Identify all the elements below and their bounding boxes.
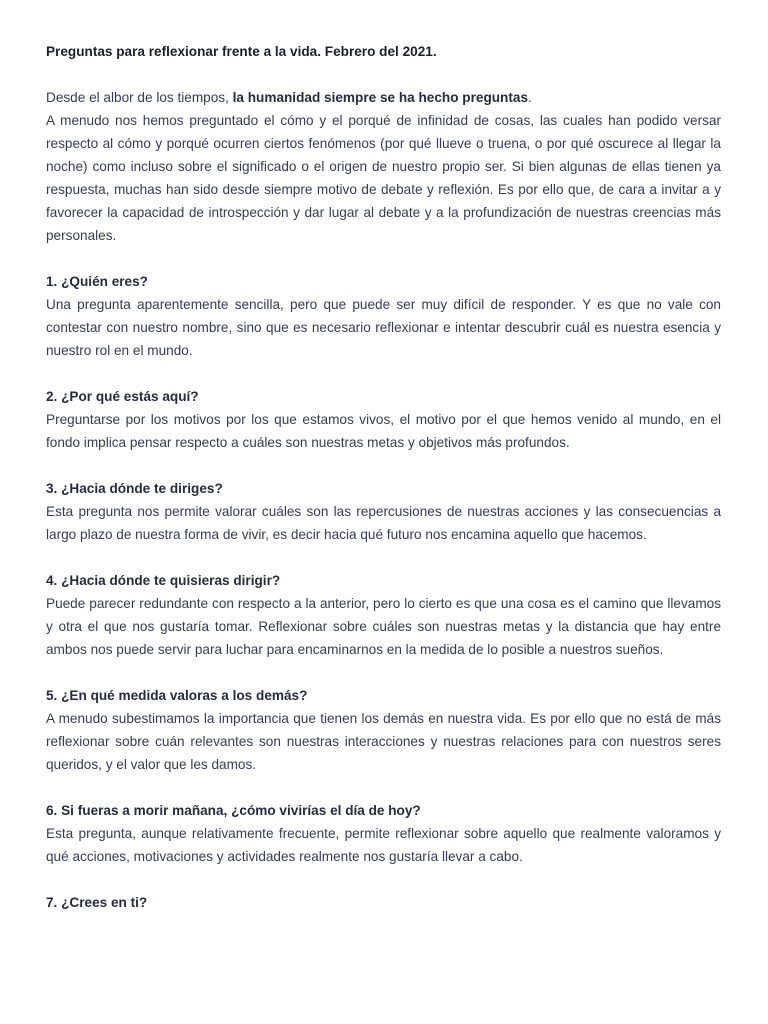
question-1 <box>46 270 721 362</box>
question-body: Una pregunta aparentemente sencilla, pero que puede ser muy difícil de responder. Y es que no vale con contestar con nuestro nombre, sino que es necesario reflexionar e intentar descubrir cuál es nuestra esencia y nuestro rol en el mundo. <box>46 297 721 358</box>
question-heading: 3. ¿Hacia dónde te diriges? <box>46 481 223 496</box>
question-6 <box>46 799 721 868</box>
document-title: Preguntas para reflexionar frente a la vida. Febrero del 2021. <box>46 44 437 59</box>
intro-lead-end: . <box>528 90 532 105</box>
intro-lead-text: Desde el albor de los tiempos, <box>46 90 233 105</box>
question-body: Puede parecer redundante con respecto a la anterior, pero lo cierto es que una cosa es el camino que llevamos y otra el que nos gustaría tomar. Reflexionar sobre cuáles son nuestras metas y la distancia que hay entre ambos nos puede servir para luchar para encaminarnos en la medida de lo posible a nuestros sueños. <box>46 596 721 657</box>
question-body: Esta pregunta nos permite valorar cuáles son las repercusiones de nuestras acciones y las consecuencias a largo plazo de nuestra forma de vivir, es decir hacia qué futuro nos encamina aquello que hacemos. <box>46 504 721 542</box>
question-heading: 4. ¿Hacia dónde te quisieras dirigir? <box>46 573 281 588</box>
question-body: A menudo subestimamos la importancia que tienen los demás en nuestra vida. Es por ello que no está de más reflexionar sobre cuán relevantes son nuestras interacciones y nuestras relaciones para con nuestros seres queridos, y el valor que les damos. <box>46 711 721 772</box>
question-4 <box>46 569 721 661</box>
intro-lead-bold: la humanidad siempre se ha hecho preguntas <box>232 90 529 105</box>
question-heading: 7. ¿Crees en ti? <box>46 895 148 910</box>
question-heading: 1. ¿Quién eres? <box>46 274 148 289</box>
question-body: Preguntarse por los motivos por los que estamos vivos, el motivo por el que hemos venido al mundo, en el fondo implica pensar respecto a cuáles son nuestras metas y objetivos más profundos. <box>46 412 721 450</box>
question-5 <box>46 684 721 776</box>
question-2 <box>46 385 721 454</box>
intro-body: A menudo nos hemos preguntado el cómo y el porqué de infinidad de cosas, las cuales han podido versar respecto al cómo y porqué ocurren ciertos fenómenos (por qué llueve o truena, o por qué oscurece al llegar la noche) como incluso sobre el significado o el origen de nuestro propio ser. Si bien algunas de ellas tienen ya respuesta, muchas han sido desde siempre motivo de debate y reflexión. Es por ello que, de cara a invitar a y favorecer la capacidad de introspección y dar lugar al debate y a la profundización de nuestras creencias más personales. <box>46 113 721 243</box>
intro-paragraph <box>46 86 721 247</box>
question-body: Esta pregunta, aunque relativamente frecuente, permite reflexionar sobre aquello que realmente valoramos y qué acciones, motivaciones y actividades realmente nos gustaría llevar a cabo. <box>46 826 721 864</box>
question-7 <box>46 891 721 914</box>
document-page <box>46 40 721 914</box>
question-3 <box>46 477 721 546</box>
question-heading: 2. ¿Por qué estás aquí? <box>46 389 199 404</box>
question-heading: 5. ¿En qué medida valoras a los demás? <box>46 688 308 703</box>
question-heading: 6. Si fueras a morir mañana, ¿cómo vivirías el día de hoy? <box>46 803 421 818</box>
